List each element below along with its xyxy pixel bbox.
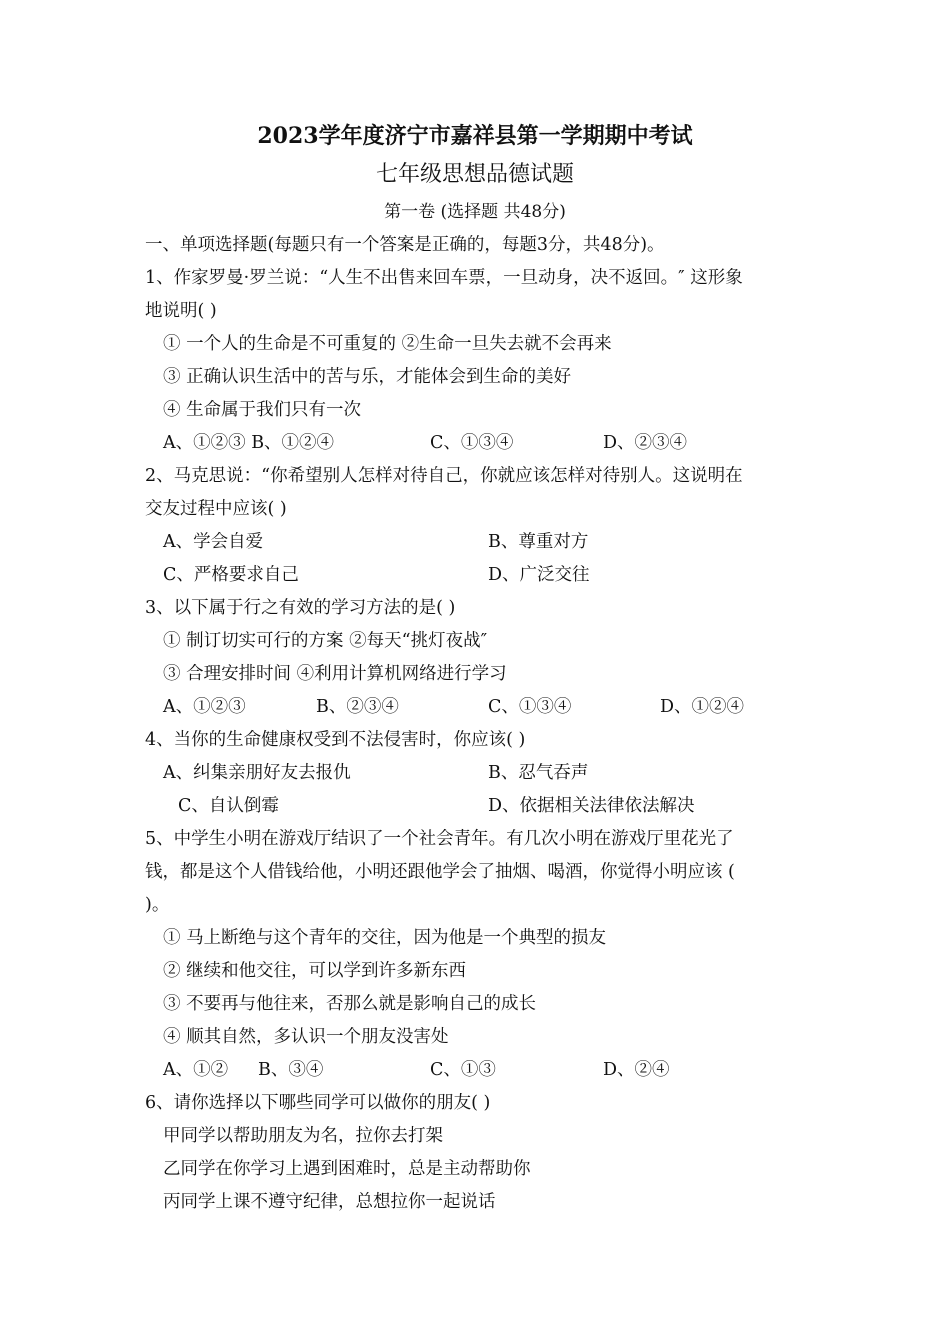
q1-option-d: D、②③④ xyxy=(603,433,688,453)
q4-stem: 4、当你的生命健康权受到不法侵害时，你应该( ) xyxy=(145,730,526,750)
q1-option-ab: A、①②③ B、①②④ xyxy=(163,433,335,453)
q3-statement-2: ③ 合理安排时间 ④利用计算机网络进行学习 xyxy=(163,664,507,684)
q4-option-a: A、纠集亲朋好友去报仇 xyxy=(163,763,351,783)
q6-statement-2: 乙同学在你学习上遇到困难时，总是主动帮助你 xyxy=(163,1159,531,1179)
q5-statement-4: ④ 顺其自然，多认识一个朋友没害处 xyxy=(163,1027,449,1047)
q2-stem-line2: 交友过程中应该( ) xyxy=(145,499,287,519)
q3-option-b: B、②③④ xyxy=(316,697,399,717)
q2-option-c: C、严格要求自己 xyxy=(163,565,299,585)
q5-stem-line2: 钱，都是这个人借钱给他，小明还跟他学会了抽烟、喝酒，你觉得小明应该 ( xyxy=(145,862,735,882)
q5-stem-line1: 5、中学生小明在游戏厅结识了一个社会青年。有几次小明在游戏厅里花光了 xyxy=(145,829,734,849)
q4-option-c: C、自认倒霉 xyxy=(178,796,279,816)
q5-statement-2: ② 继续和他交往，可以学到许多新东西 xyxy=(163,961,467,981)
q3-option-a: A、①②③ xyxy=(163,697,246,717)
q4-option-d: D、依据相关法律依法解决 xyxy=(488,796,695,816)
q2-stem-line1: 2、马克思说：“你希望别人怎样对待自己，你就应该怎样对待别人。这说明在 xyxy=(145,466,743,486)
q5-statement-1: ① 马上断绝与这个青年的交往，因为他是一个典型的损友 xyxy=(163,928,607,948)
q2-option-d: D、广泛交往 xyxy=(488,565,590,585)
q5-stem-line3: )。 xyxy=(145,895,170,915)
q4-option-b: B、忍气吞声 xyxy=(488,763,589,783)
q3-statement-1: ① 制订切实可行的方案 ②每天“挑灯夜战″ xyxy=(163,631,488,651)
q6-statement-1: 甲同学以帮助朋友为名，拉你去打架 xyxy=(163,1126,443,1146)
q1-statement-2: ③ 正确认识生活中的苦与乐，才能体会到生命的美好 xyxy=(163,367,572,387)
exam-title: 2023学年度济宁市嘉祥县第一学期期中考试 xyxy=(257,123,693,149)
q2-option-b: B、尊重对方 xyxy=(488,532,589,552)
q1-statement-3: ④ 生命属于我们只有一次 xyxy=(163,400,362,420)
q5-option-d: D、②④ xyxy=(603,1060,670,1080)
q5-option-c: C、①③ xyxy=(430,1060,496,1080)
q1-statement-1: ① 一个人的生命是不可重复的 ②生命一旦失去就不会再来 xyxy=(163,334,612,354)
section-heading: 第一卷 (选择题 共48分) xyxy=(384,202,566,222)
q3-option-d: D、①②④ xyxy=(660,697,745,717)
q3-stem: 3、以下属于行之有效的学习方法的是( ) xyxy=(145,598,456,618)
q6-stem: 6、请你选择以下哪些同学可以做你的朋友( ) xyxy=(145,1093,491,1113)
q1-stem-line2: 地说明( ) xyxy=(145,301,217,321)
q2-option-a: A、学会自爱 xyxy=(163,532,264,552)
instructions: 一、单项选择题(每题只有一个答案是正确的，每题3分，共48分)。 xyxy=(145,235,665,255)
q1-option-c: C、①③④ xyxy=(430,433,514,453)
q3-option-c: C、①③④ xyxy=(488,697,572,717)
q1-stem-line1: 1、作家罗曼·罗兰说：“人生不出售来回车票，一旦动身，决不返回。″ 这形象 xyxy=(145,268,743,288)
exam-subtitle: 七年级思想品德试题 xyxy=(375,162,574,187)
q5-option-b: B、③④ xyxy=(258,1060,324,1080)
q5-statement-3: ③ 不要再与他往来，否那么就是影响自己的成长 xyxy=(163,994,537,1014)
q5-option-a: A、①② xyxy=(163,1060,229,1080)
q6-statement-3: 丙同学上课不遵守纪律，总想拉你一起说话 xyxy=(163,1192,496,1212)
